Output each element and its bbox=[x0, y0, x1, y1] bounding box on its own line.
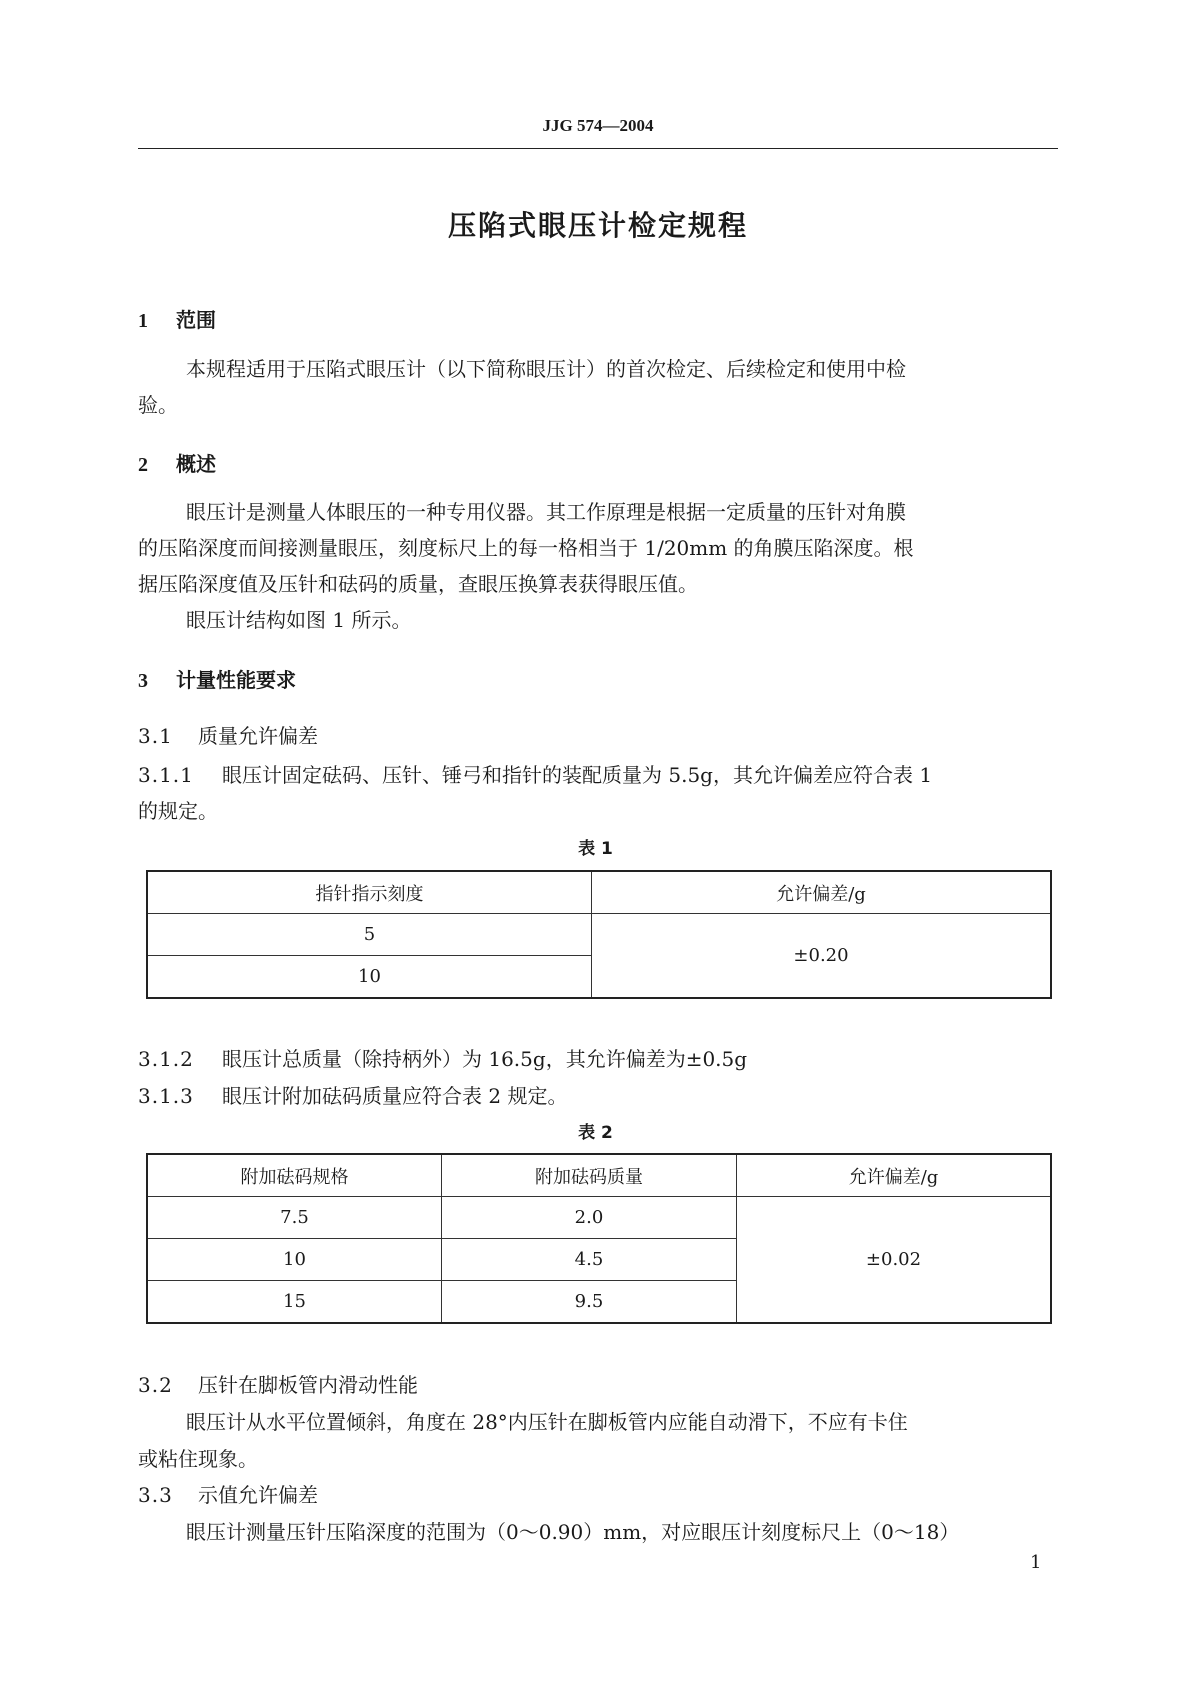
section-3-1-number: 3.1 bbox=[138, 724, 173, 748]
table-row bbox=[147, 914, 1051, 956]
section-3-1-2-text: 眼压计总质量（除持柄外）为 16.5g，其允许偏差为±0.5g bbox=[222, 1047, 748, 1071]
section-3-2-number: 3.2 bbox=[138, 1373, 173, 1397]
section-3-3-title: 示值允许偏差 bbox=[198, 1483, 318, 1507]
header-rule bbox=[138, 148, 1058, 149]
section-3-2-heading bbox=[138, 1369, 418, 1398]
section-3-1-1-number: 3.1.1 bbox=[138, 763, 194, 787]
table-2-header-spec: 附加砝码规格 bbox=[147, 1154, 442, 1197]
section-2-heading bbox=[138, 448, 216, 477]
section-3-2-line-1: 眼压计从水平位置倾斜，角度在 28°内压针在脚板管内应能自动滑下，不应有卡住 bbox=[186, 1410, 908, 1434]
section-2-title: 概述 bbox=[176, 452, 216, 476]
section-3-number: 3 bbox=[138, 670, 148, 692]
table-1-header-scale: 指针指示刻度 bbox=[147, 871, 592, 914]
section-3-1-2 bbox=[138, 1043, 747, 1072]
section-3-1-2-number: 3.1.2 bbox=[138, 1047, 194, 1071]
page-number: 1 bbox=[1030, 1552, 1042, 1573]
table-2-cell-spec: 10 bbox=[147, 1239, 442, 1281]
section-3-1-1-line-1 bbox=[138, 759, 932, 788]
section-1-line-1: 本规程适用于压陷式眼压计（以下简称眼压计）的首次检定、后续检定和使用中检 bbox=[186, 357, 906, 381]
section-3-1-3-number: 3.1.3 bbox=[138, 1084, 194, 1108]
table-2-cell-tolerance: ±0.02 bbox=[737, 1197, 1052, 1324]
table-2 bbox=[146, 1153, 1052, 1324]
section-3-1-1-line-2: 的规定。 bbox=[138, 799, 218, 823]
table-2-cell-mass: 4.5 bbox=[442, 1239, 737, 1281]
table-2-cell-mass: 9.5 bbox=[442, 1281, 737, 1324]
section-3-1-1-text: 眼压计固定砝码、压针、锤弓和指针的装配质量为 5.5g，其允许偏差应符合表 1 bbox=[222, 763, 933, 787]
table-2-cell-spec: 7.5 bbox=[147, 1197, 442, 1239]
table-row bbox=[147, 1154, 1051, 1197]
table-1-caption: 表 1 bbox=[578, 839, 613, 859]
section-3-heading bbox=[138, 664, 296, 693]
section-3-3-heading bbox=[138, 1479, 318, 1508]
section-3-1-title: 质量允许偏差 bbox=[198, 724, 318, 748]
section-2-line-1: 眼压计是测量人体眼压的一种专用仪器。其工作原理是根据一定质量的压针对角膜 bbox=[186, 500, 906, 524]
table-1-cell-tolerance: ±0.20 bbox=[592, 914, 1052, 999]
table-row bbox=[147, 1197, 1051, 1239]
table-1-cell-scale: 5 bbox=[147, 914, 592, 956]
section-2-number: 2 bbox=[138, 454, 148, 476]
table-1-cell-scale: 10 bbox=[147, 956, 592, 999]
table-2-header-mass: 附加砝码质量 bbox=[442, 1154, 737, 1197]
section-1-line-2: 验。 bbox=[138, 393, 178, 417]
table-2-cell-mass: 2.0 bbox=[442, 1197, 737, 1239]
section-1-title: 范围 bbox=[176, 308, 216, 332]
section-3-title: 计量性能要求 bbox=[176, 668, 296, 692]
section-1-number: 1 bbox=[138, 310, 148, 332]
table-2-cell-spec: 15 bbox=[147, 1281, 442, 1324]
section-2-line-3: 据压陷深度值及压针和砝码的质量，查眼压换算表获得眼压值。 bbox=[138, 572, 698, 596]
section-1-heading bbox=[138, 304, 216, 333]
section-3-2-title: 压针在脚板管内滑动性能 bbox=[198, 1373, 418, 1397]
table-2-header-tolerance: 允许偏差/g bbox=[737, 1154, 1052, 1197]
section-3-3-number: 3.3 bbox=[138, 1483, 173, 1507]
table-1 bbox=[146, 870, 1052, 999]
section-3-1-3-text: 眼压计附加砝码质量应符合表 2 规定。 bbox=[222, 1084, 568, 1108]
section-3-3-line-1: 眼压计测量压针压陷深度的范围为（0～0.90）mm，对应眼压计刻度标尺上（0～18） bbox=[186, 1520, 960, 1544]
section-2-line-4: 眼压计结构如图 1 所示。 bbox=[186, 608, 412, 632]
table-row bbox=[147, 871, 1051, 914]
section-3-1-heading bbox=[138, 720, 318, 749]
standard-code-header: JJG 574—2004 bbox=[542, 116, 654, 135]
section-3-2-line-2: 或粘住现象。 bbox=[138, 1447, 258, 1471]
section-3-1-3 bbox=[138, 1080, 567, 1109]
document-title: 压陷式眼压计检定规程 bbox=[447, 209, 748, 242]
table-2-caption: 表 2 bbox=[578, 1123, 613, 1143]
section-2-line-2: 的压陷深度而间接测量眼压，刻度标尺上的每一格相当于 1/20mm 的角膜压陷深度。根 bbox=[138, 536, 914, 560]
table-1-header-tolerance: 允许偏差/g bbox=[592, 871, 1052, 914]
